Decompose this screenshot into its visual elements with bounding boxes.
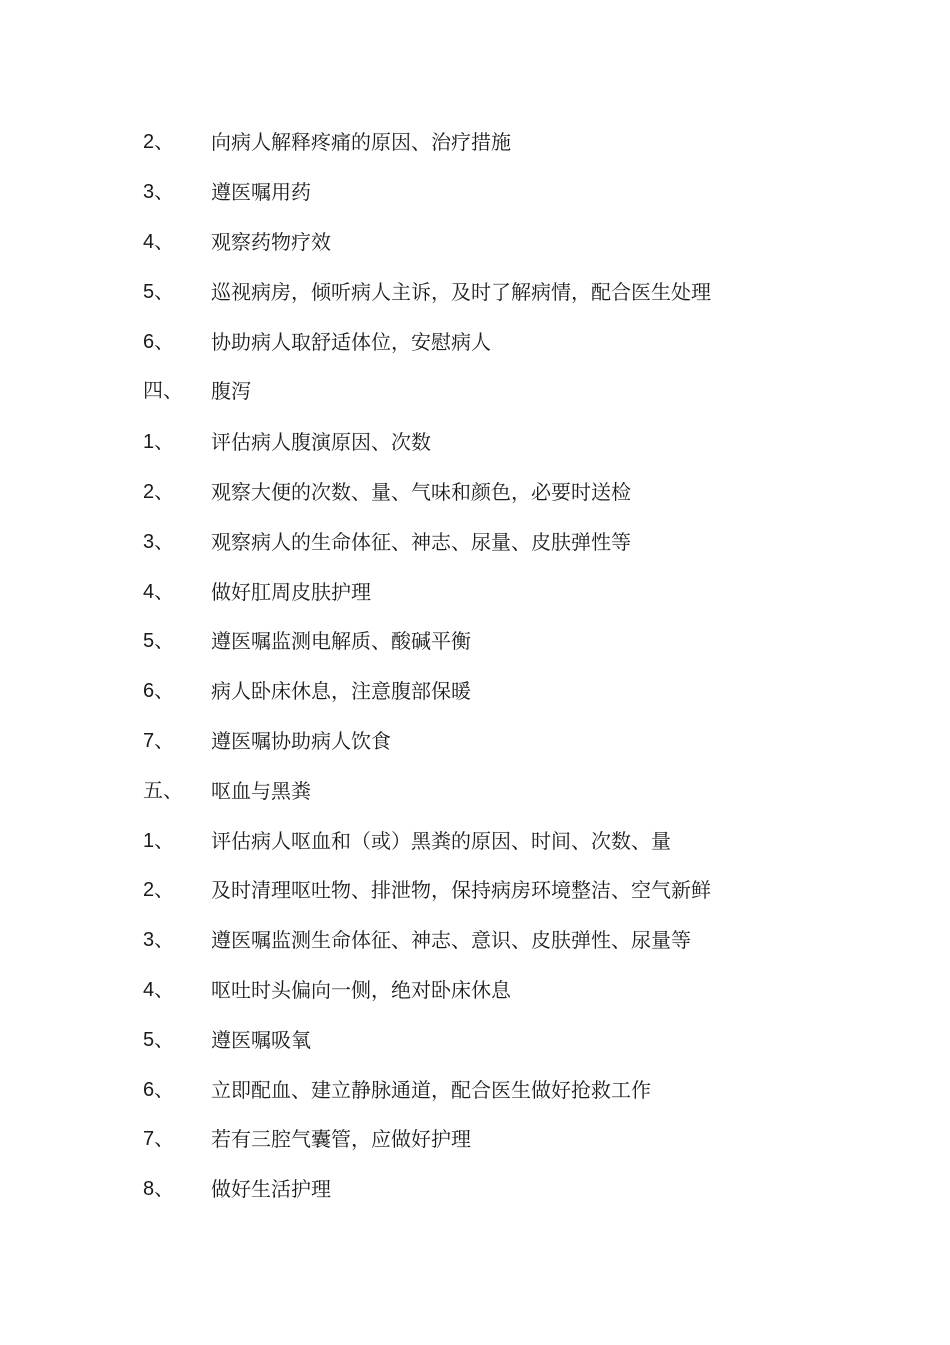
item-number: 1、 xyxy=(143,830,175,852)
item-number: 4、 xyxy=(143,231,175,253)
item-number: 3、 xyxy=(143,181,175,203)
item-text: 向病人解释疼痛的原因、治疗措施 xyxy=(211,130,511,154)
item-number: 8、 xyxy=(143,1178,175,1200)
item-number: 5、 xyxy=(143,281,175,303)
item-text: 遵医嘱监测电解质、酸碱平衡 xyxy=(211,629,471,653)
item-text: 病人卧床休息，注意腹部保暖 xyxy=(211,679,471,703)
section-number: 四、 xyxy=(143,380,183,402)
item-text: 协助病人取舒适体位，安慰病人 xyxy=(211,330,491,354)
section-title: 腹泻 xyxy=(211,379,251,403)
item-number: 2、 xyxy=(143,481,175,503)
item-number: 2、 xyxy=(143,131,175,153)
item-text: 巡视病房，倾听病人主诉，及时了解病情，配合医生处理 xyxy=(211,280,711,304)
item-number: 4、 xyxy=(143,979,175,1001)
item-text: 观察大便的次数、量、气味和颜色，必要时送检 xyxy=(211,480,631,504)
item-text: 及时清理呕吐物、排泄物，保持病房环境整洁、空气新鲜 xyxy=(211,878,711,902)
item-number: 7、 xyxy=(143,1128,175,1150)
item-text: 遵医嘱吸氧 xyxy=(211,1028,311,1052)
item-text: 遵医嘱监测生命体征、神志、意识、皮肤弹性、尿量等 xyxy=(211,928,691,952)
item-number: 6、 xyxy=(143,680,175,702)
item-number: 5、 xyxy=(143,1029,175,1051)
item-text: 评估病人腹演原因、次数 xyxy=(211,430,431,454)
item-text: 立即配血、建立静脉通道，配合医生做好抢救工作 xyxy=(211,1078,651,1102)
item-text: 观察药物疗效 xyxy=(211,230,331,254)
item-number: 3、 xyxy=(143,531,175,553)
item-number: 6、 xyxy=(143,331,175,353)
item-text: 做好生活护理 xyxy=(211,1177,331,1201)
item-text: 观察病人的生命体征、神志、尿量、皮肤弹性等 xyxy=(211,530,631,554)
item-text: 评估病人呕血和（或）黑粪的原因、时间、次数、量 xyxy=(211,829,671,853)
item-text: 呕吐时头偏向一侧，绝对卧床休息 xyxy=(211,978,511,1002)
item-text: 遵医嘱协助病人饮食 xyxy=(211,729,391,753)
item-text: 做好肛周皮肤护理 xyxy=(211,580,371,604)
item-text: 若有三腔气囊管，应做好护理 xyxy=(211,1127,471,1151)
item-number: 2、 xyxy=(143,879,175,901)
section-title: 呕血与黑粪 xyxy=(211,779,311,803)
item-number: 5、 xyxy=(143,630,175,652)
item-number: 3、 xyxy=(143,929,175,951)
item-text: 遵医嘱用药 xyxy=(211,180,311,204)
section-number: 五、 xyxy=(143,780,183,802)
item-number: 7、 xyxy=(143,730,175,752)
item-number: 1、 xyxy=(143,431,175,453)
item-number: 6、 xyxy=(143,1079,175,1101)
item-number: 4、 xyxy=(143,581,175,603)
